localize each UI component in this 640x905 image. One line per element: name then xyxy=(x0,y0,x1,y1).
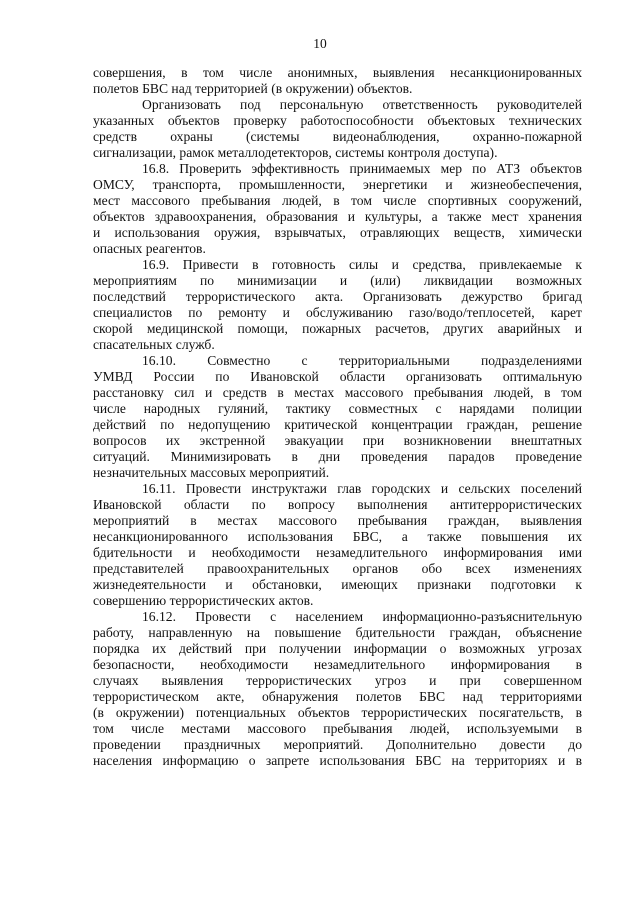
text-line: специалистов по ремонту и обслуживанию газо/водо/теплосетей, карет xyxy=(93,305,582,320)
text-line: работу, направленную на повышение бдительности граждан, объяснение xyxy=(93,625,582,640)
text-line: случаях выявления террористических угроз и при совершенном xyxy=(93,673,582,688)
text-line: сигнализации, рамок металлодетекторов, системы контроля доступа). xyxy=(93,145,498,160)
text-line: Организовать под персональную ответственность руководителей xyxy=(142,97,582,112)
text-line: 16.10. Совместно с территориальными подразделениями xyxy=(142,353,582,368)
text-line: населения информацию о запрете использования БВС на территориях и в xyxy=(93,753,582,768)
text-line: том числе местами массового пребывания людей, используемыми в xyxy=(93,721,582,736)
text-line: скорой медицинской помощи, пожарных расчетов, других аварийных и xyxy=(93,321,582,336)
text-line: объектов здравоохранения, образования и культуры, а также мест хранения xyxy=(93,209,582,224)
text-line: полетов БВС над территорией (в окружении) объектов. xyxy=(93,81,413,96)
text-line: представителей правоохранительных органов обо всех изменениях xyxy=(93,561,582,576)
text-line: 16.11. Провести инструктажи глав городских и сельских поселений xyxy=(142,481,582,496)
text-line: ОМСУ, транспорта, промышленности, энергетики и жизнеобеспечения, xyxy=(93,177,582,192)
text-line: Ивановской области по вопросу выполнения антитеррористических xyxy=(93,497,582,512)
page-number: 10 xyxy=(313,36,327,51)
text-line: УМВД России по Ивановской области организовать оптимальную xyxy=(93,369,582,384)
text-line: мероприятиям по минимизации и (или) ликвидации возможных xyxy=(93,273,582,288)
text-line: числе народных гуляний, тактику совместных с нарядами полиции xyxy=(93,401,582,416)
text-line: несанкционированного использования БВС, а также повышения их xyxy=(93,529,582,544)
text-line: 16.12. Провести с населением информационно-разъяснительную xyxy=(142,609,582,624)
text-line: расстановку сил и средств в местах массового пребывания людей, в том xyxy=(93,385,582,400)
text-line: бдительности и необходимости незамедлительного информирования ими xyxy=(93,545,582,560)
text-line: и использования оружия, взрывчатых, отравляющих веществ, химически xyxy=(93,225,582,240)
text-line: действий по недопущению критической концентрации граждан, решение xyxy=(93,417,582,432)
text-line: проведении праздничных мероприятий. Дополнительно довести до xyxy=(93,737,582,752)
text-line: мест массового пребывания людей, в том числе спортивных сооружений, xyxy=(93,193,582,208)
text-line: совершения, в том числе анонимных, выявления несанкционированных xyxy=(93,65,582,80)
text-line: порядка их действий при получении информации о возможных угрозах xyxy=(93,641,582,656)
text-line: совершению террористических актов. xyxy=(93,593,314,608)
text-line: последствий террористического акта. Организовать дежурство бригад xyxy=(93,289,582,304)
document-body xyxy=(93,65,582,769)
text-line: безопасности, необходимости незамедлительного информирования в xyxy=(93,657,582,672)
text-line: 16.9. Привести в готовность силы и средства, привлекаемые к xyxy=(142,257,582,272)
text-line: вопросов их экстренной эвакуации при возникновении внештатных xyxy=(93,433,582,448)
text-line: 16.8. Проверить эффективность принимаемых мер по АТЗ объектов xyxy=(142,161,582,176)
text-line: жизнедеятельности и обстановки, имеющих признаки подготовки к xyxy=(93,577,582,592)
text-line: опасных реагентов. xyxy=(93,241,206,256)
text-line: незначительных массовых мероприятий. xyxy=(93,465,330,480)
text-line: мероприятий в местах массового пребывания граждан, выявления xyxy=(93,513,582,528)
text-line: указанных объектов проверку работоспособности объектовых технических xyxy=(93,113,582,128)
text-line: террористическом акте, обнаружения полетов БВС над территориями xyxy=(93,689,582,704)
text-line: средств охраны (системы видеонаблюдения, охранно-пожарной xyxy=(93,129,582,144)
text-line: спасательных служб. xyxy=(93,337,215,352)
text-line: ситуаций. Минимизировать в дни проведения парадов проведение xyxy=(93,449,582,464)
text-line: (в окружении) потенциальных объектов террористических посягательств, в xyxy=(93,705,582,720)
